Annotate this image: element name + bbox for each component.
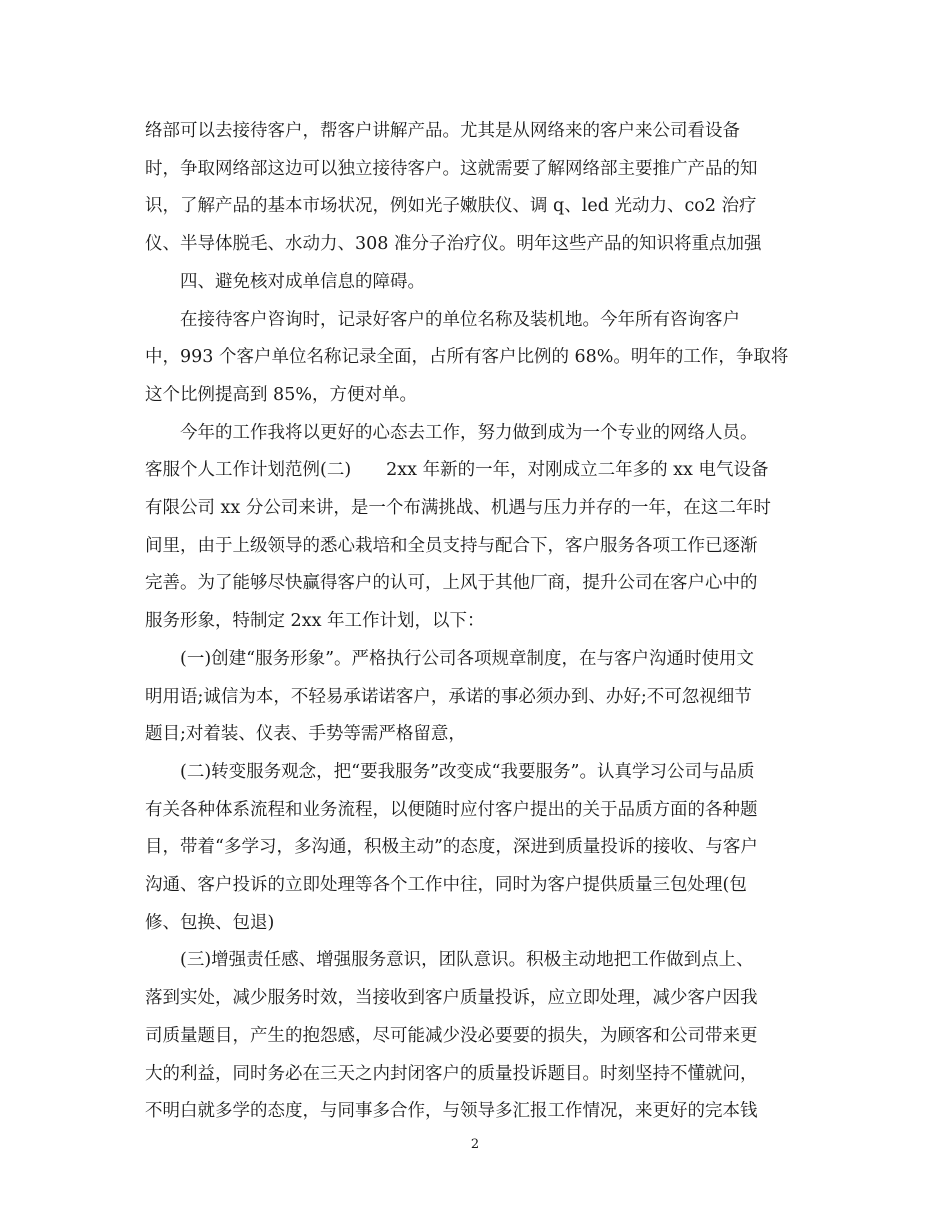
text-line: 这个比例提高到 85%，方便对单。 [145, 385, 417, 405]
text-line: 沟通、客户投诉的立即处理等各个工作中往，同时为客户提供质量三包处理(包 [145, 875, 747, 895]
text-line: 识，了解产品的基本市场状况，例如光子嫩肤仪、调 q、led 光动力、co2 治疗 [145, 196, 757, 216]
text-line: 有关各种体系流程和业务流程，以便随时应付客户提出的关于品质方面的各种题 [145, 800, 758, 820]
text-line: 在接待客户咨询时，记录好客户的单位名称及装机地。今年所有咨询客户 [180, 310, 740, 330]
text-line: (三)增强责任感、增强服务意识，团队意识。积极主动地把工作做到点上、 [180, 950, 754, 970]
page-number: 2 [470, 1137, 480, 1152]
text-line: 络部可以去接待客户，帮客户讲解产品。尤其是从网络来的客户来公司看设备 [145, 121, 740, 141]
text-line: 大的利益，同时务必在三天之内封闭客户的质量投诉题目。时刻坚持不懂就问， [145, 1064, 758, 1084]
text-line: 修、包换、包退) [145, 913, 275, 933]
text-line: 目，带着“多学习，多沟通，积极主动”的态度，深进到质量投诉的接收、与客户 [145, 837, 758, 857]
text-line: 仪、半导体脱毛、水动力、308 准分子治疗仪。明年这些产品的知识将重点加强 [145, 234, 762, 254]
text-line: 有限公司 xx 分公司来讲，是一个布满挑战、机遇与压力并存的一年，在这二年时 [145, 498, 771, 518]
text-line: 时，争取网络部这边可以独立接待客户。这就需要了解网络部主要推广产品的知 [145, 159, 758, 179]
text-line: 四、避免核对成单信息的障碍。 [180, 272, 425, 292]
text-line: (二)转变服务观念，把“要我服务”改变成“我要服务”。认真学习公司与品质 [180, 762, 755, 782]
text-line: 完善。为了能够尽快赢得客户的认可，上风于其他厂商，提升公司在客户心中的 [145, 573, 758, 593]
text-line: 今年的工作我将以更好的心态去工作，努力做到成为一个专业的网络人员。 [180, 423, 758, 443]
text-line: 题目;对着装、仪表、手势等需严格留意， [145, 724, 466, 744]
text-line: 中，993 个客户单位名称记录全面，占所有客户比例的 68%。明年的工作，争取将 [145, 347, 789, 367]
text-line: 不明白就多学的态度，与同事多合作，与领导多汇报工作情况，来更好的完本钱 [145, 1101, 758, 1121]
text-line: (一)创建“服务形象”。严格执行公司各项规章制度，在与客户沟通时使用文 [180, 649, 755, 669]
text-line: 间里，由于上级领导的悉心栽培和全员支持与配合下，客户服务各项工作已逐渐 [145, 536, 758, 556]
text-line: 明用语;诚信为本，不轻易承诺诺客户，承诺的事必须办到、办好;不可忽视细节 [145, 687, 752, 707]
text-line: 落到实处，减少服务时效，当接收到客户质量投诉，应立即处理，减少客户因我 [145, 988, 758, 1008]
text-line: 客服个人工作计划范例(二) 2xx 年新的一年，对刚成立二年多的 xx 电气设备 [145, 460, 769, 480]
text-line: 司质量题目，产生的抱怨感，尽可能减少没必要要的损失，为顾客和公司带来更 [145, 1026, 758, 1046]
text-line: 服务形象，特制定 2xx 年工作计划，以下： [145, 611, 485, 631]
